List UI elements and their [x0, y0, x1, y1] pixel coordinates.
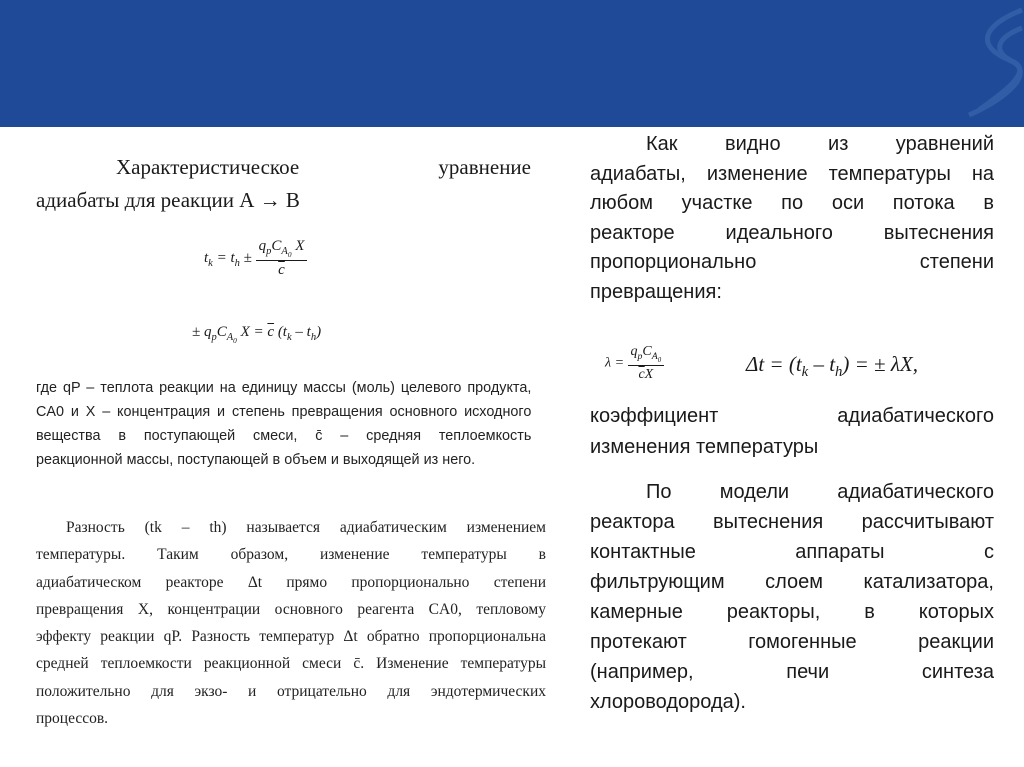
text-line: положительно для экзо- и отрицательно для эндотермических [36, 682, 546, 700]
text-line: пропорционально степени [590, 251, 994, 273]
header-bar [0, 0, 1024, 127]
model-paragraph [590, 477, 994, 717]
text-line: превращения X, концентрации основного реагента CA0, тепловому [36, 600, 546, 618]
intro-paragraph [590, 130, 994, 307]
text-line: температуры. Таким образом, изменение температуры в [36, 546, 546, 564]
equation-tk: $t_k = t_h$ ± $\frac{q_pC_{A_0} X}{c}$ [204, 238, 307, 279]
difference-paragraph [36, 514, 546, 732]
text-line: где qP – теплота реакции на единицу массы (моль) целевого продукта, [36, 379, 532, 396]
equation-heat-balance: ± $q_pC_{A_0}$ $X = \overline{c}$ $(t_k - t_h)$ [192, 324, 322, 346]
text-line: изменения температуры [590, 436, 819, 458]
text-line: коэффициент адиабатического [590, 405, 994, 427]
text-line: протекают гомогенные реакции [590, 631, 994, 653]
left-heading-line: адиабаты для реакции А → В [36, 188, 300, 212]
text-line: камерные реакторы, в которых [590, 601, 994, 623]
text-line: вещества в поступающей смеси, c̄ – средняя теплоемкость [36, 427, 532, 444]
text-line: любом участке по оси потока в [590, 192, 994, 214]
swirl-logo-icon [964, 0, 1024, 127]
text-line: превращения: [590, 280, 722, 303]
text-line: контактные аппараты с [590, 541, 994, 563]
text-line: эффекту реакции qP. Разность температур Δt обратно пропорциональна [36, 628, 546, 646]
text-line: адиабаты, изменение температуры на [590, 162, 994, 185]
text-line: фильтрующим слоем катализатора, [590, 571, 994, 593]
equation-delta-t: $\Delta t = (t_k - t_h)$ = ± λX, [746, 352, 919, 381]
text-line: (например, печи синтеза [590, 661, 994, 683]
text-line: хлороводорода). [590, 691, 746, 713]
text-line: процессов. [36, 710, 109, 728]
equation-lambda: λ = $\frac{q_pC_{A_0}}{\overline{c}X}$ [605, 344, 664, 383]
left-heading [36, 151, 531, 217]
text-line: Разность (tk – th) называется адиабатическим изменением [66, 519, 546, 536]
definition-paragraph [36, 376, 531, 472]
text-line: реакторе идеального вытеснения [590, 221, 994, 244]
text-line: CA0 и X – концентрация и степень превращения основного исходного [36, 403, 532, 420]
text-line: реактора вытеснения рассчитывают [590, 511, 994, 533]
left-heading-line: Характеристическое уравнение [116, 155, 531, 179]
text-line: адиабатическом реакторе Δt прямо пропорционально степени [36, 573, 546, 591]
text-line: средней теплоемкости реакционной смеси c̄. Изменение температуры [36, 655, 546, 673]
text-line: По модели адиабатического [646, 481, 994, 503]
text-line: реакционной массы, поступающей в объем и выходящей из него. [36, 451, 476, 468]
coefficient-paragraph [590, 401, 994, 463]
text-line: Как видно из уравнений [646, 133, 994, 155]
